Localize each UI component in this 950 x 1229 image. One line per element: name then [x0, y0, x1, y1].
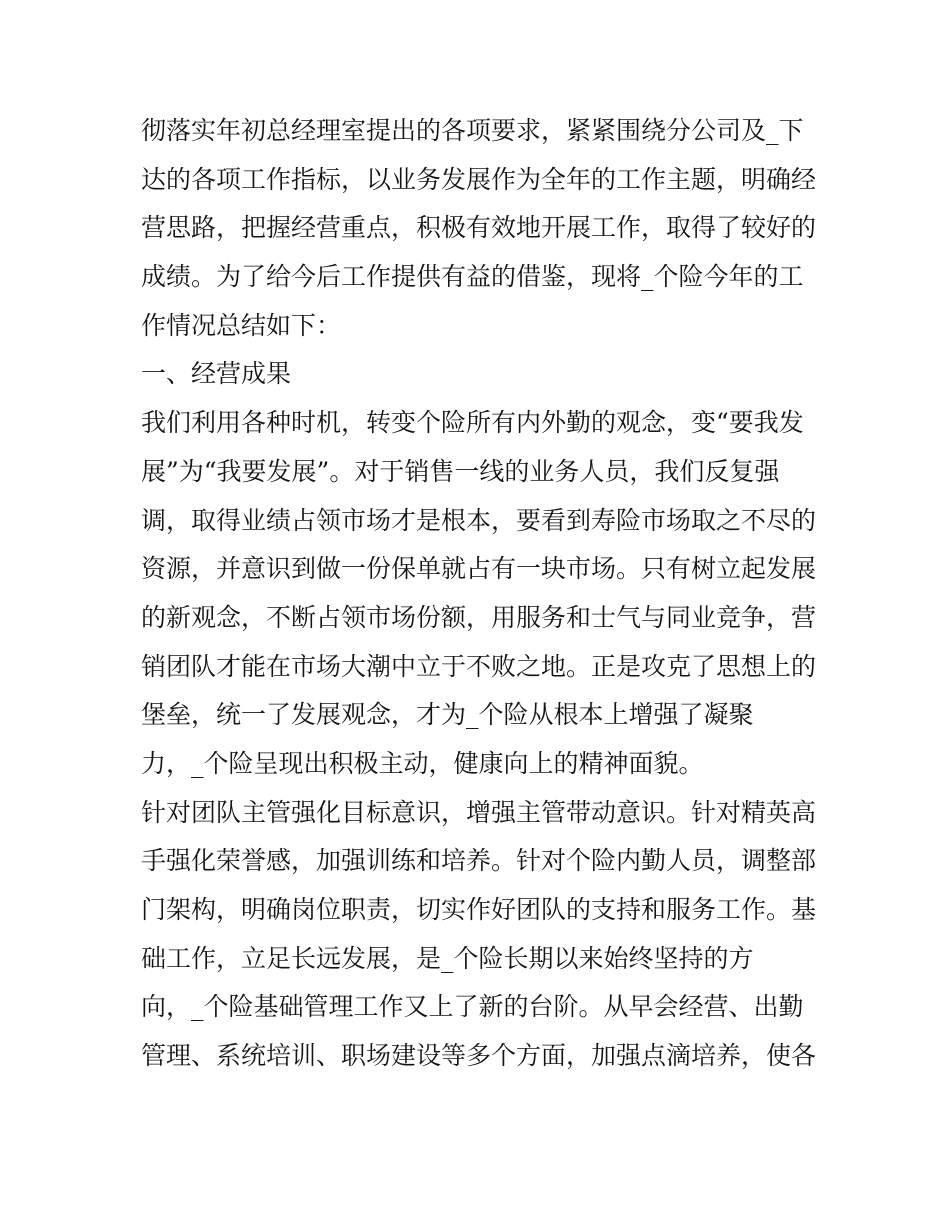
text-line: 针对团队主管强化目标意识，增强主管带动意识。针对精英高 — [141, 797, 817, 827]
text-line: 础工作，立足长远发展，是_个险长期以来始终坚持的方 — [141, 943, 754, 973]
text-line: 力，_个险呈现出积极主动，健康向上的精神面貌。 — [141, 748, 704, 778]
text-line: 彻落实年初总经理室提出的各项要求，紧紧围绕分公司及_下 — [141, 116, 804, 145]
text-line: 向，_个险基础管理工作又上了新的台阶。从早会经营、出勤 — [141, 992, 804, 1022]
text-line: 成绩。为了给今后工作提供有益的借鉴，现将_个险今年的工 — [141, 262, 804, 292]
text-line: 销团队才能在市场大潮中立于不败之地。正是攻克了思想上的 — [141, 651, 817, 681]
text-line: 门架构，明确岗位职责，切实作好团队的支持和服务工作。基 — [141, 895, 817, 924]
text-line: 管理、系统培训、职场建设等多个方面，加强点滴培养，使各 — [141, 1041, 817, 1071]
text-line: 作情况总结如下： — [141, 310, 342, 340]
text-line: 资源，并意识到做一份保单就占有一块市场。只有树立起发展 — [141, 554, 817, 584]
text-line: 达的各项工作指标，以业务发展作为全年的工作主题，明确经 — [141, 164, 817, 194]
text-line: 手强化荣誉感，加强训练和培养。针对个险内勤人员，调整部 — [141, 846, 817, 876]
text-line: 堡垒，统一了发展观念，才为_个险从根本上增强了凝聚 — [141, 700, 754, 730]
text-line: 展”为“我要发展”。对于销售一线的业务人员，我们反复强 — [141, 456, 780, 486]
text-line: 我们利用各种时机，转变个险所有内外勤的观念，变“要我发 — [141, 408, 804, 438]
text-line: 的新观念，不断占领市场份额，用服务和士气与同业竞争，营 — [141, 602, 817, 632]
document-body — [141, 107, 821, 1081]
section-heading: 一、经营成果 — [141, 359, 292, 389]
text-line: 调，取得业绩占领市场才是根本，要看到寿险市场取之不尽的 — [141, 505, 817, 535]
text-line: 营思路，把握经营重点，积极有效地开展工作，取得了较好的 — [141, 213, 817, 243]
